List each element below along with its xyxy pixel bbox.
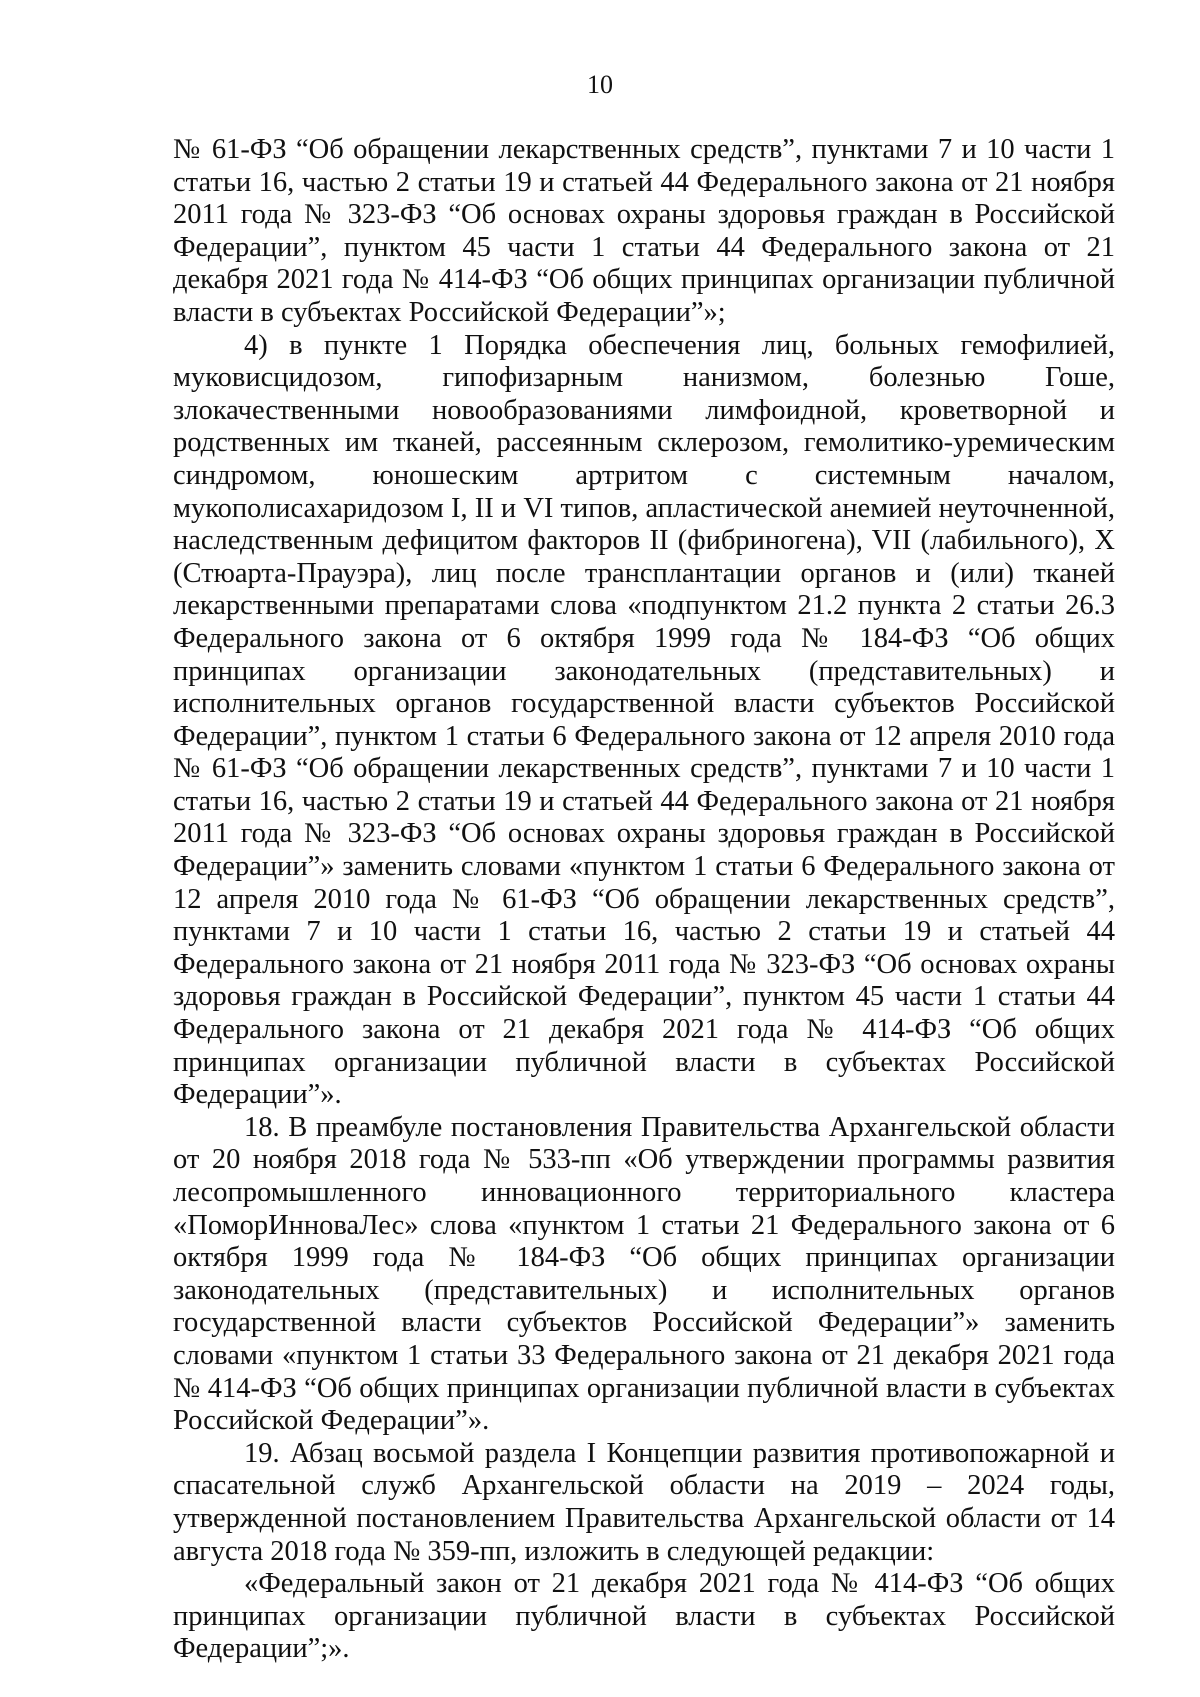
paragraph-item-4: 4) в пункте 1 Порядка обеспечения лиц, больных гемофилией, муковисцидозом, гипофизарным нанизмом, болезнью Гоше, злокачественными новообразованиями лимфоидной, кроветворной и родственных им тканей, рассеянным склерозом, гемолитико-уремическим синдромом, юношеским артритом с системным началом, мукополисахаридозом I, II и VI типов, апластической анемией неуточненной, наследственным дефицитом факторов II (фибриногена), VII (лабильного), X (Стюарта-Прауэра), лиц после трансплантации органов и (или) тканей лекарственными препаратами слова «подпунктом 21.2 пункта 2 статьи 26.3 Федерального закона от 6 октября 1999 года № 184-ФЗ “Об общих принципах организации законодательных (представительных) и исполнительных органов государственной власти субъектов Российской Федерации”, пунктом 1 статьи 6 Федерального закона от 12 апреля 2010 года № 61-ФЗ “Об обращении лекарственных средств”, пунктами 7 и 10 части 1 статьи 16, частью 2 статьи 19 и статьей 44 Федерального закона от 21 ноября 2011 года № 323-ФЗ “Об основах охраны здоровья граждан в Российской Федерации”» заменить словами «пунктом 1 статьи 6 Федерального закона от 12 апреля 2010 года № 61-ФЗ “Об обращении лекарственных средств”, пунктами 7 и 10 части 1 статьи 16, частью 2 статьи 19 и статьей 44 Федерального закона от 21 ноября 2011 года № 323-ФЗ “Об основах охраны здоровья граждан в Российской Федерации”, пунктом 45 части 1 статьи 44 Федерального закона от 21 декабря 2021 года № 414-ФЗ “Об общих принципах организации публичной власти в субъектах Российской Федерации”». [173, 329, 1115, 1111]
paragraph-item-19: 19. Абзац восьмой раздела I Концепции развития противопожарной и спасательной служб Архангельской области на 2019 – 2024 годы, утвержденной постановлением Правительства Архангельской области от 14 августа 2018 года № 359-пп, изложить в следующей редакции: [173, 1437, 1115, 1567]
page-number: 10 [587, 70, 613, 99]
paragraph-continuation: № 61-ФЗ “Об обращении лекарственных средств”, пунктами 7 и 10 части 1 статьи 16, частью 2 статьи 19 и статьей 44 Федерального закона от 21 ноября 2011 года № 323-ФЗ “Об основах охраны здоровья граждан в Российской Федерации”, пунктом 45 части 1 статьи 44 Федерального закона от 21 декабря 2021 года № 414-ФЗ “Об общих принципах организации публичной власти в субъектах Российской Федерации”»; [173, 134, 1115, 328]
paragraph-item-18: 18. В преамбуле постановления Правительства Архангельской области от 20 ноября 2018 года № 533-пп «Об утверждении программы развития лесопромышленного инновационного территориального кластера «ПоморИнноваЛес» слова «пунктом 1 статьи 21 Федерального закона от 6 октября 1999 года № 184-ФЗ “Об общих принципах организации законодательных (представительных) и исполнительных органов государственной власти субъектов Российской Федерации”» заменить словами «пунктом 1 статьи 33 Федерального закона от 21 декабря 2021 года № 414-ФЗ “Об общих принципах организации публичной власти в субъектах Российской Федерации”». [173, 1111, 1115, 1437]
document-body [173, 134, 1115, 1666]
paragraph-quoted-text: «Федеральный закон от 21 декабря 2021 года № 414-ФЗ “Об общих принципах организации публичной власти в субъектах Российской Федерации”;». [173, 1568, 1115, 1665]
